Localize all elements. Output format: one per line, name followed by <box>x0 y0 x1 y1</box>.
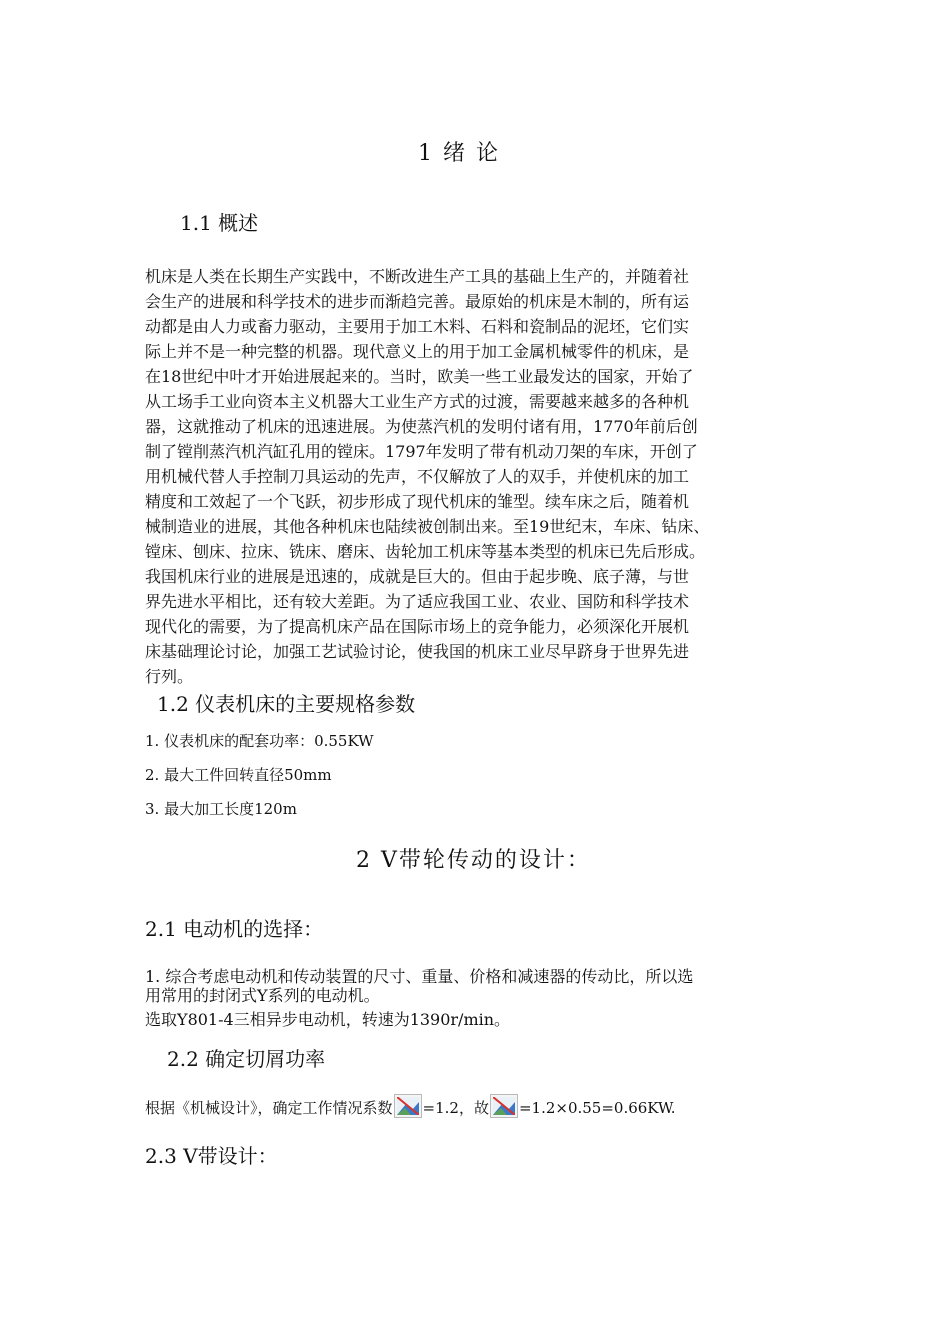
spec-item-3: 3. 最大加工长度120m <box>145 800 297 818</box>
cutting-power-text-a: 根据《机械设计》，确定工作情况系数 <box>145 1099 393 1117</box>
section-2-1-heading: 2.1 电动机的选择： <box>145 917 324 941</box>
paragraph-line: 会生产的进展和科学技术的进步而渐趋完善。最原始的机床是木制的，所有运 <box>145 292 690 311</box>
paragraph-line: 械制造业的进展，其他各种机床也陆续被创制出来。至19世纪末，车床、钻床、 <box>145 517 710 536</box>
section-1-2-heading: 1.2 仪表机床的主要规格参数 <box>157 692 416 716</box>
section-2-3-heading: 2.3 V带设计： <box>145 1144 278 1168</box>
spec-item-2: 2. 最大工件回转直径50mm <box>145 766 332 784</box>
paragraph-line: 在18世纪中叶才开始进展起来的。当时，欧美一些工业最发达的国家，开始了 <box>145 367 694 386</box>
cutting-power-text-b: =1.2，故 <box>422 1099 489 1117</box>
paragraph-line: 镗床、刨床、拉床、铣床、磨床、齿轮加工机床等基本类型的机床已先后形成。 <box>145 542 706 561</box>
cutting-power-line <box>145 1094 676 1118</box>
broken-image-icon <box>394 1094 422 1118</box>
paragraph-line: 床基础理论讨论，加强工艺试验讨论，使我国的机床工业尽早跻身于世界先进 <box>145 642 690 661</box>
spec-item-1: 1. 仪表机床的配套功率：0.55KW <box>145 732 374 750</box>
section-1-1-heading: 1.1 概述 <box>180 211 259 235</box>
paragraph-line: 际上并不是一种完整的机器。现代意义上的用于加工金属机械零件的机床，是 <box>145 342 690 361</box>
paragraph-line: 界先进水平相比，还有较大差距。为了适应我国工业、农业、国防和科学技术 <box>145 592 690 611</box>
paragraph-line: 用机械代替人手控制刀具运动的先声，不仅解放了人的双手，并使机床的加工 <box>145 467 690 486</box>
paragraph-line: 从工场手工业向资本主义机器大工业生产方式的过渡，需要越来越多的各种机 <box>145 392 690 411</box>
broken-image-icon <box>490 1094 518 1118</box>
paragraph-line: 动都是由人力或畜力驱动，主要用于加工木料、石料和瓷制品的泥坯，它们实 <box>145 317 690 336</box>
section-2-2-heading: 2.2 确定切屑功率 <box>167 1047 326 1071</box>
motor-selection-line-3: 选取Y801-4三相异步电动机，转速为1390r/min。 <box>145 1010 511 1029</box>
paragraph-line: 制了镗削蒸汽机汽缸孔用的镗床。1797年发明了带有机动刀架的车床，开创了 <box>145 442 698 461</box>
motor-selection-line-2: 用常用的封闭式Y系列的电动机。 <box>145 986 380 1005</box>
paragraph-line: 器，这就推动了机床的迅速进展。为使蒸汽机的发明付诸有用，1770年前后创 <box>145 417 698 436</box>
paragraph-line: 我国机床行业的进展是迅速的，成就是巨大的。但由于起步晚、底子薄，与世 <box>145 567 690 586</box>
cutting-power-text-c: =1.2×0.55=0.66KW. <box>518 1099 676 1117</box>
chapter-1-title: 1 绪 论 <box>418 141 500 166</box>
paragraph-line: 现代化的需要，为了提高机床产品在国际市场上的竞争能力，必须深化开展机 <box>145 617 690 636</box>
paragraph-line: 行列。 <box>145 667 194 686</box>
paragraph-line: 精度和工效起了一个飞跃，初步形成了现代机床的雏型。续车床之后，随着机 <box>145 492 690 511</box>
paragraph-line: 机床是人类在长期生产实践中，不断改进生产工具的基础上生产的，并随着社 <box>145 267 690 286</box>
motor-selection-line-1: 1. 综合考虑电动机和传动装置的尺寸、重量、价格和减速器的传动比，所以选 <box>145 967 694 986</box>
section-1-1-paragraph <box>145 264 825 689</box>
chapter-2-title: 2 V带轮传动的设计： <box>356 848 591 873</box>
